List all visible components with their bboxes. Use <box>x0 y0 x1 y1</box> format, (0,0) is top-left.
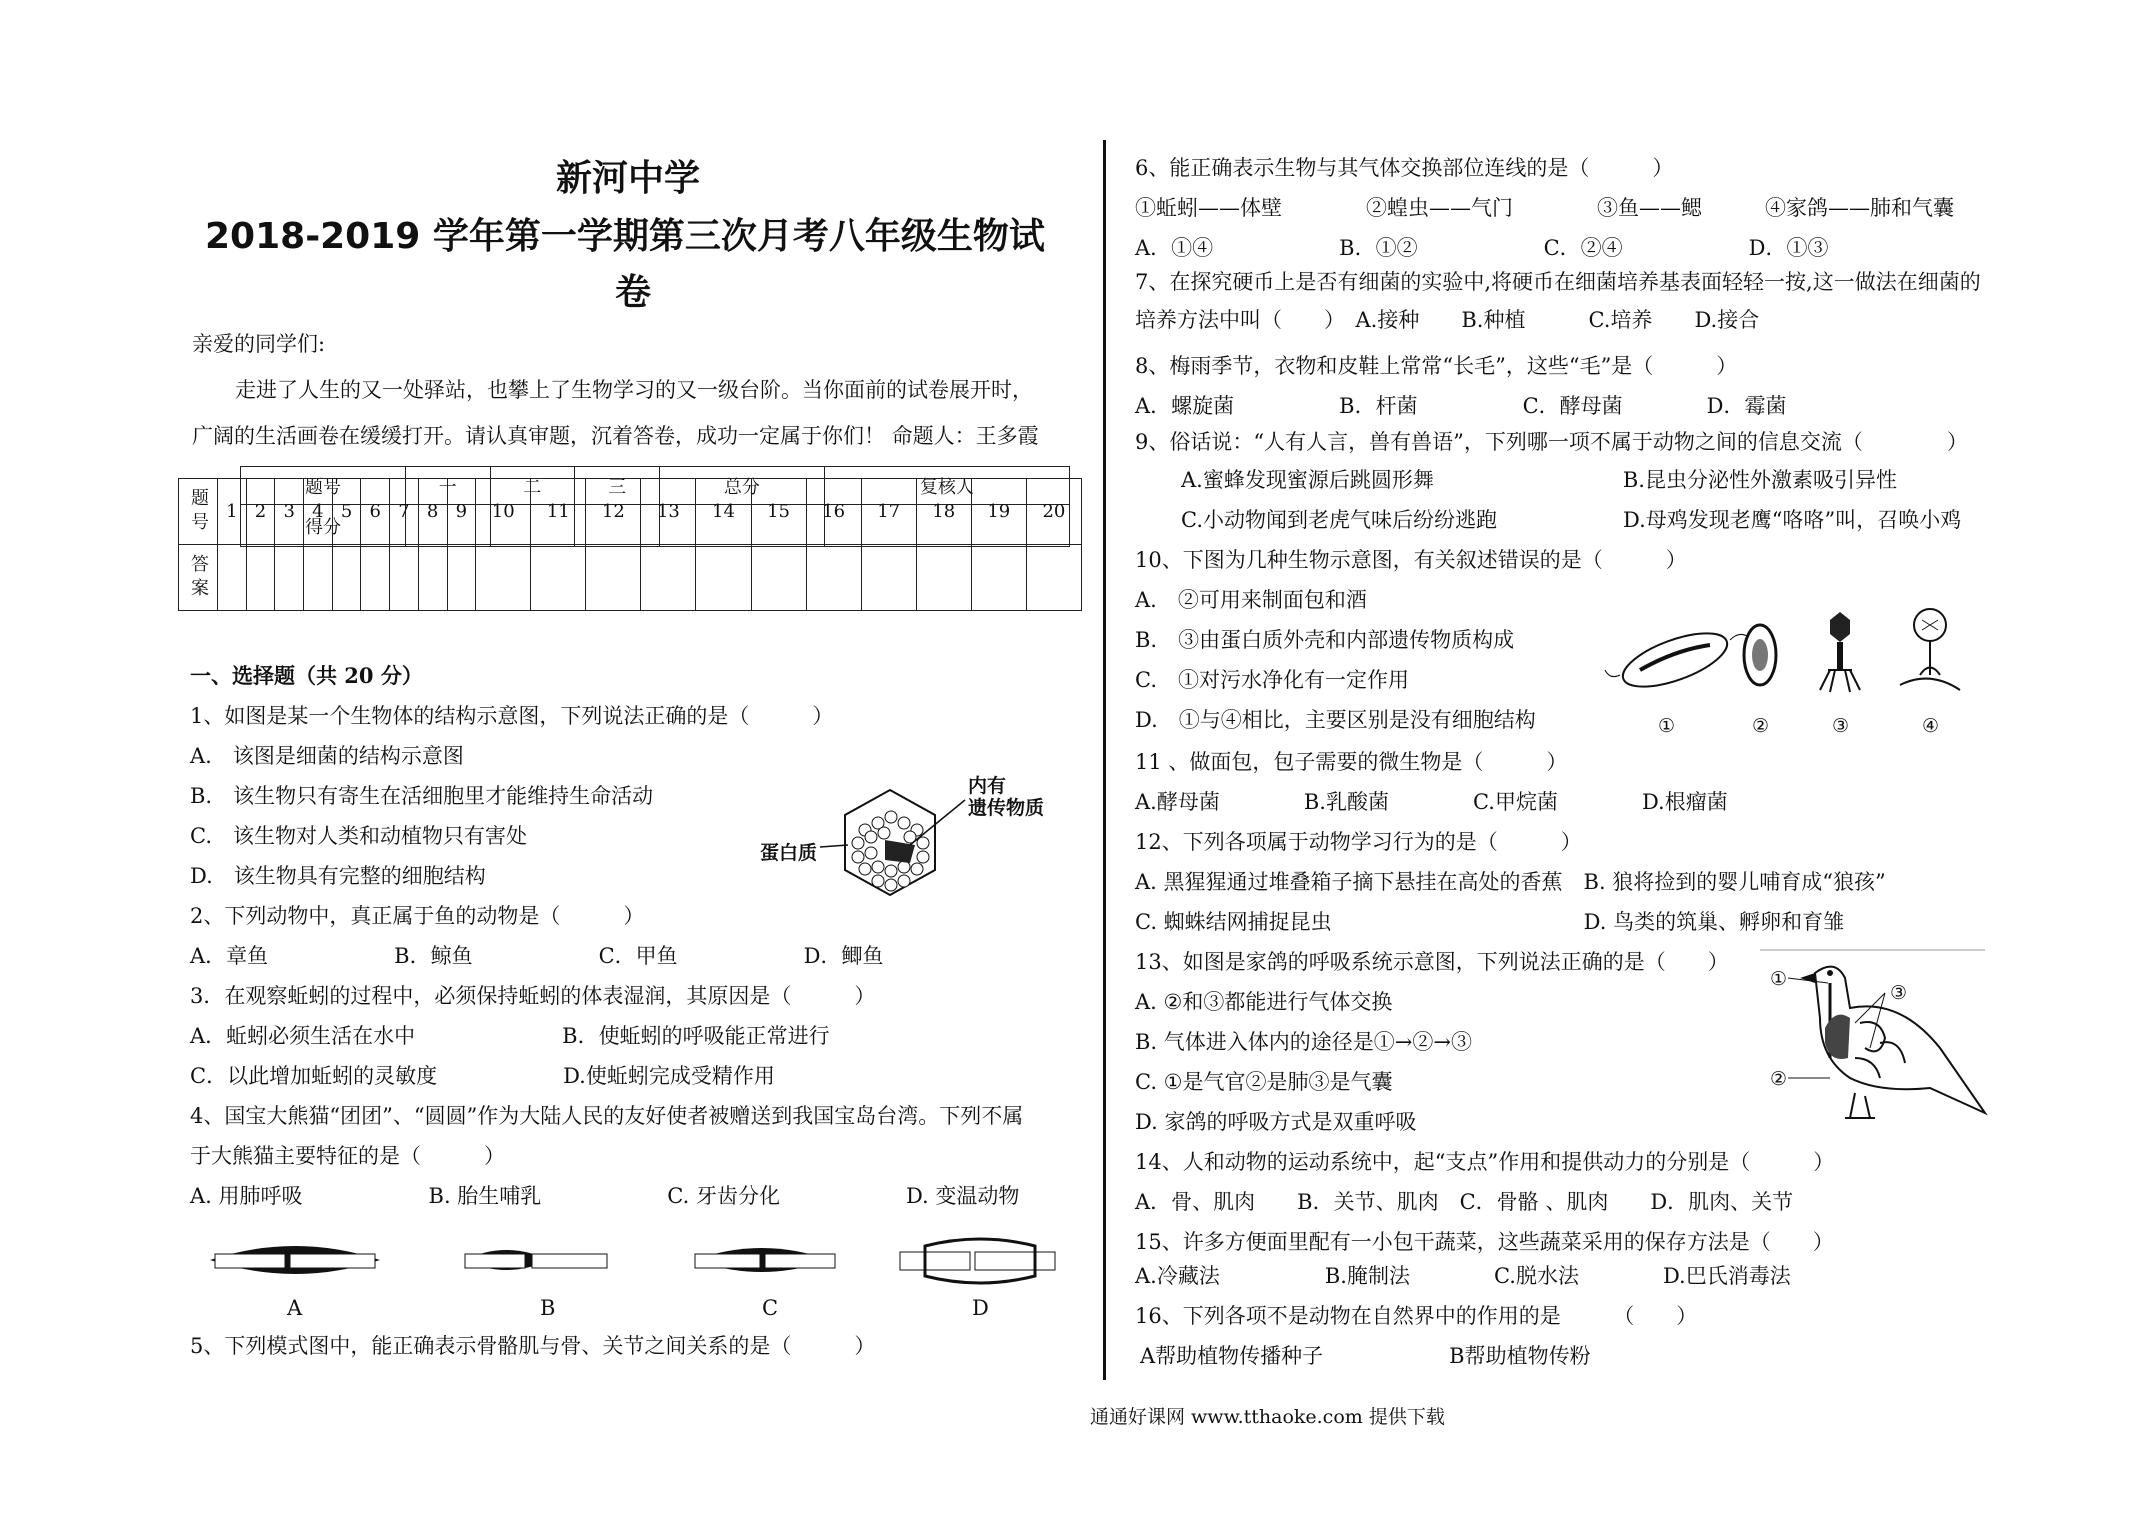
answer-number: 2 <box>246 479 275 545</box>
pigeon-label: ② <box>1770 1068 1788 1090</box>
answer-cell[interactable] <box>641 545 696 611</box>
question-line: C. 蜘蛛结网捕捉昆虫 D. 鸟类的筑巢、孵卵和育雏 <box>1135 910 1845 934</box>
answer-cell[interactable] <box>332 545 361 611</box>
question-line: 4、国宝大熊猫“团团”、“圆圆”作为大陆人民的友好使者被赠送到我国宝岛台湾。下列不属 <box>190 1104 1024 1128</box>
organism-label: ④ <box>1922 715 1940 737</box>
answer-number: 18 <box>916 479 971 545</box>
answer-number: 7 <box>390 479 419 545</box>
answer-table <box>178 478 1082 611</box>
question-line: 于大熊猫主要特征的是（ ） <box>190 1144 505 1168</box>
question-line: C. ①对污水净化有一定作用 <box>1135 668 1409 692</box>
question-line: D. 家鸽的呼吸方式是双重呼吸 <box>1135 1110 1417 1134</box>
question-line: 8、梅雨季节，衣物和皮鞋上常常“长毛”，这些“毛”是（ ） <box>1135 354 1738 378</box>
answer-cell[interactable] <box>971 545 1026 611</box>
answer-cell[interactable] <box>447 545 476 611</box>
answer-number: 6 <box>361 479 390 545</box>
question-line: C. ①是气官②是肺③是气囊 <box>1135 1070 1393 1094</box>
bone-muscle-figure-d <box>895 1232 1065 1292</box>
footer-source: 通通好课网 www.tthaoke.com 提供下载 <box>1090 1406 1445 1428</box>
bone-label-d: D <box>972 1296 989 1320</box>
answer-cell[interactable] <box>304 545 333 611</box>
question-line: 7、在探究硬币上是否有细菌的实验中,将硬币在细菌培养基表面轻轻一按,这一做法在细菌的 <box>1135 270 1981 294</box>
answer-number: 14 <box>696 479 751 545</box>
question-line: D. 该生物具有完整的细胞结构 <box>190 864 486 888</box>
exam-title-line2: 卷 <box>615 272 652 313</box>
pigeon-label: ③ <box>1890 982 1908 1004</box>
answer-cell[interactable] <box>390 545 419 611</box>
question-line: B. 气体进入体内的途径是①→②→③ <box>1135 1030 1472 1054</box>
answer-number: 13 <box>641 479 696 545</box>
score-header: 题号 <box>241 467 406 505</box>
question-line: A. 用肺呼吸 B. 胎生哺乳 C. 牙齿分化 D. 变温动物 <box>190 1184 1020 1208</box>
answer-number: 19 <box>971 479 1026 545</box>
score-header: 一 <box>405 467 490 505</box>
score-header: 二 <box>490 467 575 505</box>
answer-cell[interactable] <box>586 545 641 611</box>
question-line: 16、下列各项不是动物在自然界中的作用的是 （ ） <box>1135 1304 1698 1328</box>
answer-number: 15 <box>751 479 806 545</box>
bone-label-a: A <box>287 1296 303 1320</box>
pigeon-figure <box>1760 948 1990 1123</box>
question-line: D. ①与④相比，主要区别是没有细胞结构 <box>1135 708 1536 732</box>
question-line: A. ②和③都能进行气体交换 <box>1135 990 1393 1014</box>
question-line: A.酵母菌 B.乳酸菌 C.甲烷菌 D.根瘤菌 <box>1135 790 1728 814</box>
virus-label-protein: 蛋白质 <box>760 842 818 864</box>
question-line: 6、能正确表示生物与其气体交换部位连线的是（ ） <box>1135 156 1674 180</box>
organisms-figure <box>1600 600 2000 710</box>
answer-cell[interactable] <box>861 545 916 611</box>
section-title: 一、选择题（共 20 分） <box>190 663 423 688</box>
answer-number: 4 <box>304 479 333 545</box>
intro-line-2: 广阔的生活画卷在缓缓打开。请认真审题，沉着答卷，成功一定属于你们！ 命题人：王多霞 <box>192 424 1039 448</box>
bone-label-c: C <box>762 1296 779 1320</box>
answer-number: 12 <box>586 479 641 545</box>
bone-muscle-figure-a <box>205 1232 385 1292</box>
answer-cell[interactable] <box>418 545 447 611</box>
answer-cell[interactable] <box>531 545 586 611</box>
intro-line-1: 走进了人生的又一处驿站，也攀上了生物学习的又一级台阶。当你面前的试卷展开时， <box>235 378 1033 402</box>
answer-cell[interactable] <box>476 545 531 611</box>
question-line: 14、人和动物的运动系统中，起“支点”作用和提供动力的分别是（ ） <box>1135 1150 1835 1174</box>
question-line: 1、如图是某一个生物体的结构示意图，下列说法正确的是（ ） <box>190 704 834 728</box>
question-line: C. 该生物对人类和动植物只有害处 <box>190 824 527 848</box>
question-line: A帮助植物传播种子 B帮助植物传粉 <box>1140 1344 1591 1368</box>
question-line: A. 该图是细菌的结构示意图 <box>190 744 464 768</box>
bone-muscle-figure-c <box>690 1232 840 1292</box>
question-line: 培养方法中叫（ ） A.接种 B.种植 C.培养 D.接合 <box>1135 308 1760 332</box>
score-row-label: 得分 <box>241 505 406 547</box>
answer-cell[interactable] <box>916 545 971 611</box>
organism-label: ① <box>1658 715 1676 737</box>
answer-cell[interactable] <box>806 545 861 611</box>
answer-number: 5 <box>332 479 361 545</box>
answer-number: 9 <box>447 479 476 545</box>
question-line: C.小动物闻到老虎气味后纷纷逃跑 D.母鸡发现老鹰“咯咯”叫，召唤小鸡 <box>1160 508 1962 532</box>
pigeon-label: ① <box>1770 968 1788 990</box>
organism-label: ② <box>1752 715 1770 737</box>
question-5: 5、下列模式图中，能正确表示骨骼肌与骨、关节之间关系的是（ ） <box>190 1334 876 1358</box>
question-line: 9、俗话说：“人有人言，兽有兽语”，下列哪一项不属于动物之间的信息交流（ ） <box>1135 430 1968 454</box>
answer-number: 1 <box>218 479 247 545</box>
question-line: 15、许多方便面里配有一小包干蔬菜，这些蔬菜采用的保存方法是（ ） <box>1135 1230 1834 1254</box>
answer-cell[interactable] <box>696 545 751 611</box>
bone-muscle-figure-b <box>460 1232 610 1292</box>
exam-title-line1: 2018-2019 学年第一学期第三次月考八年级生物试 <box>205 216 1045 257</box>
question-line: A．骨、肌肉 B．关节、肌肉 C．骨骼 、肌肉 D．肌肉、关节 <box>1135 1190 1794 1214</box>
question-line: 3．在观察蚯蚓的过程中，必须保持蚯蚓的体表湿润，其原因是（ ） <box>190 984 876 1008</box>
answer-number: 16 <box>806 479 861 545</box>
question-line: B. ③由蛋白质外壳和内部遗传物质构成 <box>1135 628 1515 652</box>
question-line: A.冷藏法 B.腌制法 C.脱水法 D.巴氏消毒法 <box>1135 1264 1791 1288</box>
answer-number: 11 <box>531 479 586 545</box>
score-header: 三 <box>575 467 660 505</box>
question-line: 11 、做面包，包子需要的微生物是（ ） <box>1135 750 1568 774</box>
question-line: ①蚯蚓——体壁 ②蝗虫——气门 ③鱼——鳃 ④家鸽——肺和气囊 <box>1135 196 1954 220</box>
answer-number: 8 <box>418 479 447 545</box>
question-line: A．章鱼 B．鲸鱼 C．甲鱼 D．鲫鱼 <box>190 944 884 968</box>
virus-label-dna: 内有 遗传物质 <box>968 775 1045 819</box>
answer-cell[interactable] <box>246 545 275 611</box>
answer-number: 10 <box>476 479 531 545</box>
answer-cell[interactable] <box>1026 545 1081 611</box>
school-name: 新河中学 <box>556 158 701 199</box>
greeting: 亲爱的同学们: <box>192 332 326 356</box>
question-line: 2、下列动物中，真正属于鱼的动物是（ ） <box>190 904 645 928</box>
answer-row2-label: 答案 <box>179 545 218 611</box>
question-line: A．①④ B．①② C．②④ D．①③ <box>1135 236 1829 260</box>
question-line: 10、下图为几种生物示意图，有关叙述错误的是（ ） <box>1135 548 1687 572</box>
question-line: A．蚯蚓必须生活在水中 B．使蚯蚓的呼吸能正常进行 <box>190 1024 830 1048</box>
answer-number: 3 <box>275 479 304 545</box>
score-header: 复核人 <box>824 467 1069 505</box>
question-line: 13、如图是家鸽的呼吸系统示意图，下列说法正确的是（ ） <box>1135 950 1729 974</box>
column-divider <box>1103 140 1106 1380</box>
organism-label: ③ <box>1832 715 1850 737</box>
answer-number: 20 <box>1026 479 1081 545</box>
question-line: A. ②可用来制面包和酒 <box>1135 588 1367 612</box>
question-line: B. 该生物只有寄生在活细胞里才能维持生命活动 <box>190 784 654 808</box>
answer-row1-label: 题号 <box>179 479 218 545</box>
answer-cell[interactable] <box>361 545 390 611</box>
question-line: A.蜜蜂发现蜜源后跳圆形舞 B.昆虫分泌性外激素吸引异性 <box>1160 468 1897 492</box>
score-header: 总分 <box>659 467 824 505</box>
bone-label-b: B <box>540 1296 556 1320</box>
question-line: A. 黑猩猩通过堆叠箱子摘下悬挂在高处的香蕉 B. 狼将捡到的婴儿哺育成“狼孩” <box>1135 870 1886 894</box>
answer-cell[interactable] <box>751 545 806 611</box>
answer-number: 17 <box>861 479 916 545</box>
question-line: 12、下列各项属于动物学习行为的是（ ） <box>1135 830 1582 854</box>
answer-cell[interactable] <box>218 545 247 611</box>
question-line: A．螺旋菌 B．杆菌 C．酵母菌 D．霉菌 <box>1135 394 1787 418</box>
answer-cell[interactable] <box>275 545 304 611</box>
question-line: C．以此增加蚯蚓的灵敏度 D.使蚯蚓完成受精作用 <box>190 1064 775 1088</box>
